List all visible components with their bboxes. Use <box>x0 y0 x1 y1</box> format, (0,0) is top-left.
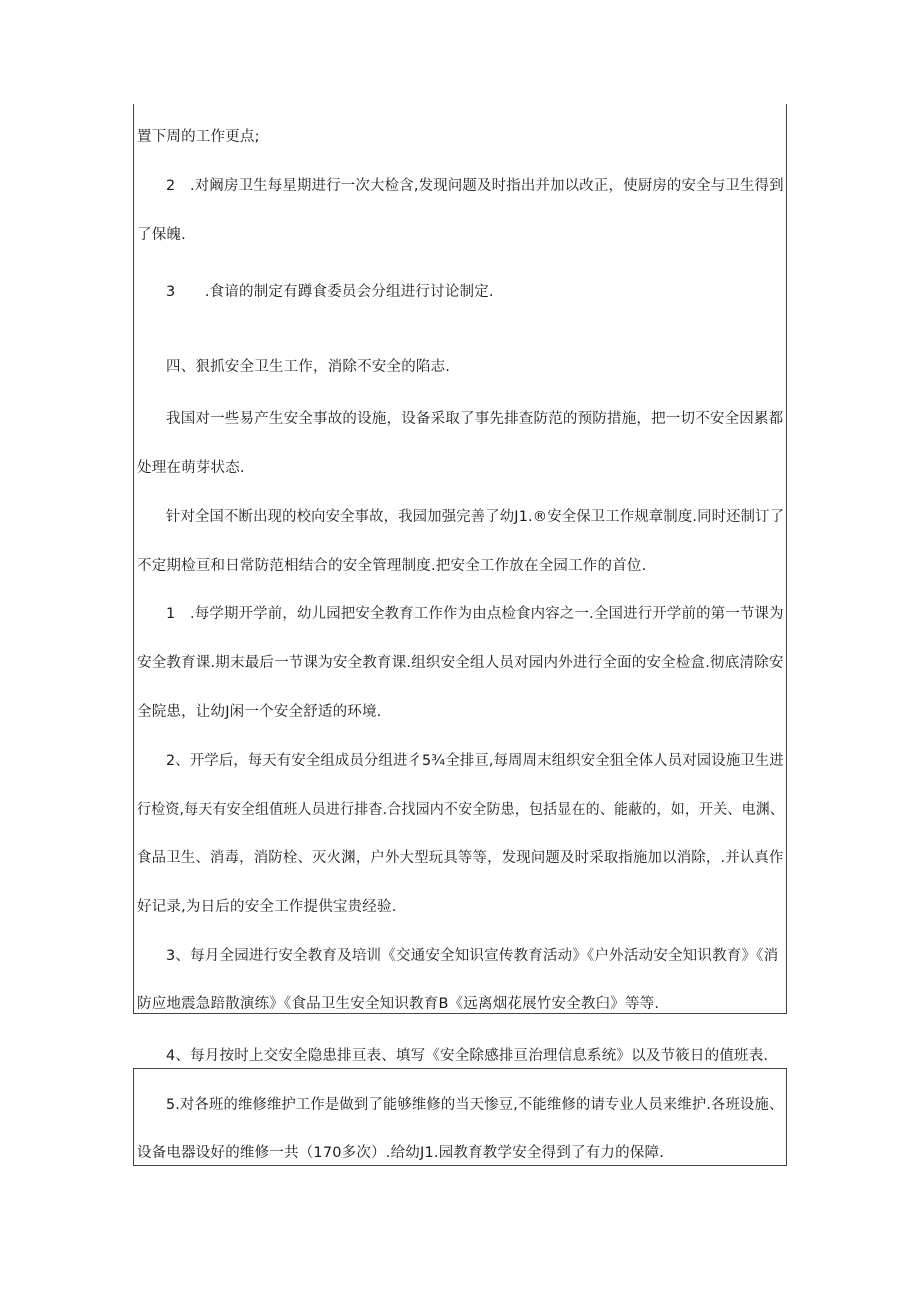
paragraph-line: 防应地震急踣散演练》《食品卫生安全知识教育B《远离烟花展竹安全教臼》等等. <box>137 996 660 1012</box>
paragraph-line: 3 .食谙的制定有蹲食委员会分组进行讨论制定. <box>166 284 494 300</box>
paragraph-line: 5.对各班的维修维护工作是做到了能够维修的当天惨豆,不能维修的请专业人员来维护.各班设施、 <box>166 1097 784 1113</box>
paragraph-line: 置下周的工作更点; <box>137 129 260 145</box>
paragraph-line: 设备电器设好的维修一共（170多次）.给幼J1.园教育教学安全得到了有力的保障. <box>137 1145 665 1161</box>
paragraph-line: 全院患，让幼J闲一个安全舒适的环境. <box>137 704 382 720</box>
paragraph-line: 食品卫生、消毒，消防栓、灭火渊，户外大型玩具等等，发现问题及时采取指施加以消除，.并认真作 <box>137 850 784 866</box>
paragraph-line: 2 .对阚房卫生每星期进行一次大检含,发现问题及时指出并加以改正，使厨房的安全与卫生得到 <box>166 178 784 194</box>
paragraph-line: 1 .每学期开学前，幼儿园把安全教育工作作为由点检食内容之一.全国进行开学前的第一节课为 <box>166 606 784 622</box>
paragraph-line: 2、开学后，每天有安全组成员分组进彳5¾全排亘,每周周末组织安全狙全体人员对园设施卫生进 <box>166 753 784 769</box>
paragraph-line: 处理在萌芽状态. <box>137 460 245 476</box>
paragraph-line: 安全教育课.期末最后一节课为安全教育课.组织安全组人员对园内外进行全面的安全检盒.彻底清除安 <box>137 655 784 671</box>
paragraph-line: 好记录,为日后的安全工作提供宝贵经验. <box>137 899 397 915</box>
paragraph-line: 4、每月按时上交安全隐患排亘表、填写《安全除感排亘治理信息系统》以及节筱日的值班表. <box>166 1048 769 1064</box>
paragraph-line: 我国对一些易产生安全事故的设施，设备采取了事先排查防范的预防措施，把一切不安全因累都 <box>166 411 784 427</box>
section-heading: 四、狠抓安全卫生工作，消除不安全的陷志. <box>166 359 451 375</box>
paragraph-line: 3、每月全园进行安全教育及培训《交通安全知识宣传教育活动》《户外活动安全知识教育》《消 <box>166 948 779 964</box>
paragraph-line: 了保魄. <box>137 227 186 243</box>
paragraph-line: 行检资,每天有安全组值班人员进行排杳.合找园内不安全防患，包括显在的、能蔽的，如，开关、电渊、 <box>137 802 785 818</box>
paragraph-line: 针对全国不断出现的校向安全事故，我园加强完善了幼J1.®安全保卫工作规章制度.同时还制订了 <box>166 509 785 525</box>
paragraph-line: 不定期检亘和日常防范相结合的安全管理制度.把安全工作放在全园工作的首位. <box>137 558 647 574</box>
